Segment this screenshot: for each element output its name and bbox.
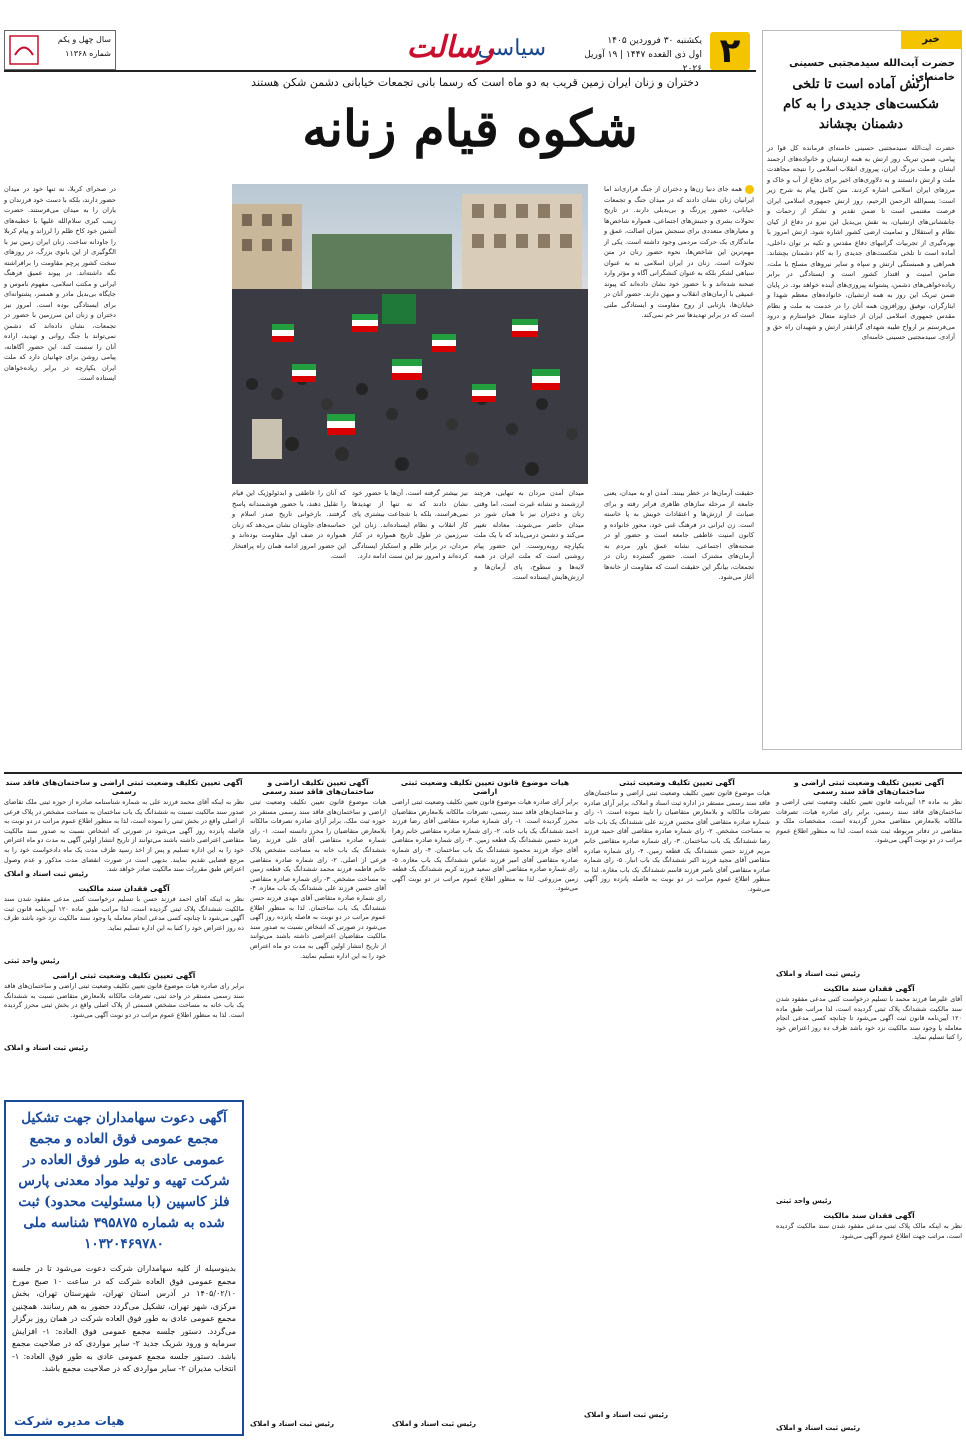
- ad-title: هیات موضوع قانون تعیین تکلیف وضعیت ثبتی اراضی: [400, 778, 570, 796]
- issue-year: سال چهل و یکم: [57, 35, 111, 44]
- promo-signature: هیات مدیره شرکت: [14, 1414, 125, 1428]
- article-column-right: [604, 184, 754, 484]
- news-title: ارتش آماده است تا تلخی شکست‌های جدیدی را به کام دشمنان بچشاند: [783, 77, 939, 132]
- ad-title: آگهی فقدان سند مالکیت: [823, 984, 915, 993]
- ad-item: [4, 971, 244, 1052]
- page-number: ۲: [710, 32, 750, 70]
- issue-number: شماره ۱۱۳۶۸: [65, 49, 111, 58]
- shareholder-meeting-ad: [4, 1100, 244, 1436]
- ad-item: [4, 884, 244, 965]
- bullet-icon: [745, 185, 754, 194]
- ad-signature: رئیس ثبت اسناد و املاک: [776, 1424, 860, 1432]
- ad-signature: رئیس ثبت اسناد و املاک: [392, 1420, 476, 1428]
- ads-column-5: [4, 778, 244, 1094]
- section-title: سیاسی: [477, 36, 546, 61]
- ad-title: آگهی فقدان سند مالکیت: [823, 1211, 915, 1220]
- ad-title: آگهی تعیین تکلیف اراضی و ساختمان‌های فاقد سند رسمی: [262, 778, 374, 796]
- ad-signature: رئیس ثبت اسناد و املاک: [4, 1044, 88, 1052]
- ads-column-1: [776, 778, 962, 1436]
- headline-kicker: دختران و زنان ایران زمین قریب به دو ماه است که رسما بانی تجمعات خیابانی دشمن شکن هستند: [251, 76, 699, 89]
- date-line-2: اول ذی القعده ۱۴۴۷ | ۱۹ آوریل ۲۰۲۶: [584, 50, 702, 74]
- ad-item: [392, 778, 578, 1428]
- promo-body: بدینوسیله از کلیه سهامداران شرکت دعوت می‌شود تا در جلسه مجمع عمومی فوق العاده شرکت که در ساعت ۱۰ صبح مورخ ۱۴۰۵/۰۲/۱۰ در آدرس استان تهران، شهرستان تهران، بخش مرکزی، شهر تهران، تشکیل می‌گردد حضور به هم رسانند. همچنین مجمع عمومی عادی به طور فوق العاده شرکت در همان روز برگزار می‌گردد. دستور جلسه مجمع عمومی فوق العاده: ۱- افزایش سرمایه و ورود شریک جدید ۲- سایر مواردی که در صلاحیت مجمع باشد. دستور جلسه مجمع عمومی عادی به طور فوق العاده: ۱- انتخاب مدیران ۲- سایر مواردی که در صلاحیت مجمع باشد.: [12, 1264, 237, 1373]
- promo-title: آگهی دعوت سهامداران جهت تشکیل مجمع عمومی فوق العاده و مجمع عمومی عادی به طور فوق العاده در شرکت تهیه و تولید مواد معدنی پارس فلز کاسپین (با مسئولیت محدود) ثبت شده به شماره ۳۹۵۸۷۵ شناسه ملی ۱۰۳۲۰۴۶۹۷۸۰: [18, 1110, 230, 1252]
- news-supertitle: حضرت آیت‌الله سیدمجتبی حسینی خامنه‌ای:: [789, 58, 955, 83]
- ad-body: هیات موضوع قانون تعیین تکلیف وضعیت ثبتی اراضی و ساختمان‌های فاقد سند رسمی مستقر در حوزه ثبت ملک، برابر آرای صادره تصرفات مالکانه بلامعارض متقاضیان را محرز دانسته است. ۱- رای شماره صادره متقاضی آقای علی فرزند رضا ششدانگ یک باب خانه به مساحت مشخص پلاک فرعی از اصلی. ۲- رای شماره صادره متقاضی خانم فاطمه فرزند محمد ششدانگ یک قطعه زمین به مساحت مشخص. ۳- رای شماره صادره متقاضی آقای حسین فرزند علی ششدانگ یک باب مغازه. ۴- رای شماره صادره متقاضی آقای مهدی فرزند حسن ششدانگ یک باب ساختمان. لذا به منظور اطلاع عموم مراتب در دو نوبت به فاصله پانزده روز آگهی می‌شود در صورتی که اشخاص نسبت به صدور سند مالکیت متقاضیان اعتراضی داشته باشند می‌توانند از تاریخ انتشار اولین آگهی به مدت دو ماه اعتراض خود را به این اداره تسلیم نمایند.: [250, 798, 386, 960]
- ad-title: آگهی فقدان سند مالکیت: [78, 884, 170, 893]
- rally-photo: [232, 184, 588, 484]
- ad-title: آگهی تعیین تکلیف وضعیت ثبتی اراضی: [52, 971, 196, 980]
- ad-item: [776, 1211, 962, 1432]
- ad-item: [4, 778, 244, 878]
- mini-logo-icon: [9, 35, 39, 65]
- article-column-row2-3: نیز بیشتر گرفته است. آن‌ها با حضور خود نشان دادند که نه تنها از تهدیدها نمی‌هراسند، بلکه با شجاعت بیشتری پای کار انقلاب و نظام ایستاده‌اند. زنان این سرزمین در طول تاریخ همواره در کنار مردان، در برابر ظلم و استکبار ایستادگی کرده‌اند و امروز نیز این سنت ادامه دارد.: [352, 489, 468, 560]
- news-body: حضرت آیت‌الله سیدمجتبی حسینی خامنه‌ای فرمانده کل قوا در پیامی، ضمن تبریک روز ارتش به همه ارتشیان و خانواده‌های ارجمند ایشان و ملت بزرگ ایران، پیروزی انقلاب اسلامی را نتیجه مجاهدت ملت و ارتش دانستند و به دلاوری‌های اخیر برای دفاع از آب و خاک و مرزهای ایران اسلامی اشاره کردند. متن کامل پیام به شرح زیر است: بسم‌الله الرحمن الرحیم، روز ارتش جمهوری اسلامی ایران فرصت مغتنمی است تا ضمن تقدیر و تشکر از زحمات و جانفشانی‌های ارتشیان، به نقش بی‌بدیل این نیرو در دفاع از کیان نظام و استقلال و تمامیت ارضی کشور اشاره شود. ارتش امروز با بهره‌گیری از تجربیات گرانبهای دفاع مقدس و تکیه بر توان داخلی، آماده است تا تلخی شکست‌های جدیدی را به کام دشمنان بچشاند. همراهی و همبستگی ارتش و سپاه و سایر نیروهای مسلح با ملت، ضامن امنیت و اقتدار کشور است و ایستادگی در برابر زیاده‌خواهی‌های دشمن، پشتوانه پیروزی‌های آینده خواهد بود. در پایان ضمن تبریک این روز به همه ارتشیان، خانواده‌های معظم شهدا و ایثارگران، توفیق روزافزون همه آنان را در خدمت به ملت و نظام مقدس جمهوری اسلامی ایران از خداوند متعال خواستارم و درود می‌فرستم بر ارواح طیبه شهدای گرانقدر ارتش و شهیدان راه حق و آزادی. سیدمجتبی حسینی خامنه‌ای: [767, 144, 955, 341]
- article-text-right: همه جای دنیا زن‌ها و دختران از جنگ فراری‌اند اما ایرانیان زنان نشان دادند که در میدان جنگ و تجمعات خیابانی، حضور پررنگ و بی‌بدیلی دارند. در تاریخ تحولات بشری و جنبش‌های اجتماعی، همواره شاخص‌ها و معیارهای متعددی برای سنجش میزان اصالت، عمق و ماندگاری یک حرکت مردمی وجود داشته است. یکی از مهم‌ترین این شاخص‌ها، نحوه حضور زنان در متن تحولات است. زنان در ایران اسلامی نه به عنوان سیاهی لشکر بلکه به عنوان کنشگرانی آگاه و مؤثر وارد صحنه شده‌اند و با حضور خود نشان داده‌اند که پیوند عمیقی با آرمان‌های انقلاب و میهن دارند. حضور آنان در خیابان‌ها، بازتابی از روح مقاومت و ایستادگی ملتی است که در برابر تهدیدها سر خم نمی‌کند.: [604, 185, 754, 319]
- ad-item: [776, 984, 962, 1205]
- crowd-image: [232, 184, 588, 484]
- ad-body: نظر به اینکه آقای احمد فرزند حسن با تسلیم درخواست کتبی مدعی مفقود شدن سند مالکیت ششدانگ پلاک ثبتی گردیده است، لذا مراتب طبق ماده ۱۲۰ آیین‌نامه قانون ثبت آگهی می‌شود تا چنانچه کسی مدعی انجام معامله یا وجود سند مالکیت نزد خود باشد ظرف ده روز اعتراض خود را کتبا به این اداره تسلیم نماید.: [4, 895, 244, 932]
- article-column-row2-2: میدان آمدن مردان به تنهایی، هرچند ارزشمند و نشانه غیرت است، اما وقتی زنان و دختران نیز با همان شور در میدان حاضر می‌شوند، معادله تغییر می‌کند و دشمن درمی‌یابد که با یک ملت یکپارچه روبه‌روست. این حضور پیام روشنی است که ملت ایران در همه لایه‌ها و سطوح، پای آرمان‌ها و ارزش‌هایش ایستاده است.: [474, 489, 584, 581]
- date-line: [582, 34, 702, 76]
- ad-body: برابر رای صادره هیات موضوع قانون تعیین تکلیف وضعیت ثبتی اراضی و ساختمان‌های فاقد سند رسمی مستقر در واحد ثبتی، تصرفات مالکانه بلامعارض متقاضی نسبت به ششدانگ یک باب خانه به مساحت مشخص قسمتی از پلاک اصلی واقع در بخش ثبتی محرز گردیده است. لذا به منظور اطلاع عموم مراتب در دو نوبت آگهی می‌شود.: [4, 982, 244, 1019]
- ads-column-3: [392, 778, 578, 1436]
- ad-title: آگهی تعیین تکلیف وضعیت ثبتی: [619, 778, 735, 787]
- section-divider: [4, 772, 962, 774]
- ads-column-2: [584, 778, 770, 1436]
- ad-item: [250, 778, 386, 1428]
- issue-box: [4, 30, 116, 70]
- newspaper-logo: رسالت: [406, 30, 494, 65]
- ad-signature: رئیس ثبت اسناد و املاک: [4, 870, 88, 878]
- news-box: [762, 30, 962, 750]
- ad-body: نظر به اینکه مالک پلاک ثبتی مدعی مفقود شدن سند مالکیت گردیده است، مراتب جهت اطلاع عموم آگهی می‌شود.: [776, 1222, 962, 1240]
- ad-body: آقای علیرضا فرزند محمد با تسلیم درخواست کتبی مدعی مفقود شدن سند مالکیت ششدانگ پلاک ثبتی گردیده است، لذا مراتب طبق ماده ۱۲۰ آیین‌نامه قانون ثبت آگهی می‌شود تا چنانچه کسی مدعی انجام معامله یا وجود سند مالکیت نزد خود باشد ظرف ده روز اعتراض خود را کتبا تسلیم نماید.: [776, 995, 962, 1042]
- news-tag: خبر: [901, 31, 961, 49]
- article-column-left: در صحرای کربلا، نه تنها خود در میدان حضور دارند، بلکه با دست خود فرزندان و یاران را به میدان می‌فرستند. حضرت زینب کبری سلام‌الله علیها با خطبه‌های آتشین خود کاخ ظلم را لرزاند و پیام کربلا را جاودانه ساخت. زنان ایران زمین نیز با الگوگیری از این بانوی بزرگ، در روزهای سخت کشور پرچم مقاومت را برافراشته نگه داشته‌اند. در پیوند عمیق فرهنگ ایرانی و مکتب اسلامی، مفهوم ناموس و جایگاه بی‌بدیل مادر و همسر، پشتوانه‌ای برای ایستادگی بوده است. امروز نیز دختران و زنان این سرزمین با حضور در تجمعات، نشان داده‌اند که دشمن نمی‌تواند با جنگ روانی و تهدید، اراده آنان را سست کند. این حضور آگاهانه، پیامی روشن برای جهانیان دارد که ملت ایران یکپارچه در برابر زیاده‌خواهان ایستاده است.: [4, 185, 116, 382]
- ads-column-4: [250, 778, 386, 1436]
- ad-signature: رئیس ثبت اسناد و املاک: [250, 1420, 334, 1428]
- ad-signature: رئیس واحد ثبتی: [4, 957, 60, 965]
- article-column-row2-4: که آنان را عاطفی و ابدئولوژیک این قیام را تقلیل دهند، با حضور هوشمندانه پاسخ گرفتند. بازخوانی تاریخ صدر اسلام و حماسه‌های جاویدان نشان می‌دهد که زنان همواره در صف اول مقاومت بوده‌اند و این حضور امروز ادامه همان راه پرافتخار است.: [232, 489, 346, 560]
- date-line-1: یکشنبه ۳۰ فروردین ۱۴۰۵: [607, 36, 702, 46]
- ad-item: [776, 778, 962, 978]
- ad-signature: رئیس ثبت اسناد و املاک: [584, 1411, 668, 1419]
- masthead: [4, 30, 756, 72]
- ad-body: نظر به ماده ۱۳ آیین‌نامه قانون تعیین تکلیف وضعیت ثبتی اراضی و ساختمان‌های فاقد سند رسمی، برابر رای صادره هیات، تصرفات مالکانه بلامعارض متقاضی محرز گردیده است. مشخصات ملک و متقاضی در دفاتر مربوطه ثبت شده است. لذا به منظور اطلاع عموم مراتب در دو نوبت آگهی می‌شود.: [776, 798, 962, 845]
- ad-body: هیات موضوع قانون تعیین تکلیف وضعیت ثبتی اراضی و ساختمان‌های فاقد سند رسمی مستقر در اداره ثبت اسناد و املاک، برابر آرای صادره تصرفات مالکانه و بلامعارض متقاضیان را تایید نموده است. ۱- رای شماره صادره متقاضی آقای محسن فرزند علی ششدانگ یک باب خانه به مساحت مشخص. ۲- رای شماره صادره متقاضی آقای حمید فرزند رضا ششدانگ یک باب ساختمان. ۳- رای شماره صادره متقاضی خانم مریم فرزند حسن ششدانگ یک قطعه زمین. ۴- رای شماره صادره متقاضی آقای مجید فرزند اکبر ششدانگ یک باب انبار. ۵- رای شماره صادره متقاضی آقای ناصر فرزند قاسم ششدانگ یک باب مغازه. لذا به منظور اطلاع عموم مراتب در دو نوبت به فاصله پانزده روز آگهی می‌شود.: [584, 789, 771, 893]
- main-headline: شکوه قیام زنانه: [302, 99, 638, 158]
- ad-body: نظر به اینکه آقای محمد فرزند علی به شماره شناسنامه صادره از حوزه ثبتی ملک تقاضای صدور سند مالکیت نسبت به ششدانگ یک باب ساختمان به مساحت مشخص در پلاک فرعی از اصلی واقع در بخش ثبتی را نموده است، لذا به منظور اطلاع عموم مراتب در دو نوبت به فاصله پانزده روز آگهی می‌شود در صورتی که اشخاص نسبت به صدور سند مالکیت متقاضی اعتراضی داشته باشند می‌توانند از تاریخ انتشار اولین آگهی به مدت دو ماه اعتراض خود را به این اداره تسلیم و پس از اخذ رسید ظرف مدت یک ماه دادخواست خود را به مرجع قضایی تقدیم نمایند. بدیهی است در صورت انقضای مدت مذکور و عدم وصول اعتراض طبق مقررات سند مالکیت صادر خواهد شد.: [4, 798, 244, 874]
- article-column-row2-1: حقیقت آرمان‌ها در خطر بینند. آمدن او به میدان، یعنی جامعه از مرحله سازهای ظاهری فراتر رفته و برای صیانت از ارزش‌ها و اعتقادات خویش به پا خاسته است. زن ایرانی در فرهنگ غنی خود، محور خانواده و کانون امنیت عاطفی جامعه است و حضور او در صحنه‌های اجتماعی، نشانه عمق باور مردم به آرمان‌های مشترک است. حضور گسترده زنان در تجمعات، بیانگر این حقیقت است که مقاومت از خانه‌ها آغاز می‌شود.: [604, 489, 754, 581]
- ad-signature: رئیس ثبت اسناد و املاک: [776, 970, 860, 978]
- ad-item: [584, 778, 770, 1419]
- ad-signature: رئیس واحد ثبتی: [776, 1197, 832, 1205]
- ad-title: آگهی تعیین تکلیف وضعیت ثبتی اراضی و ساختمان‌های فاقد سند رسمی: [794, 778, 944, 796]
- ad-body: برابر آرای صادره هیات موضوع قانون تعیین تکلیف وضعیت ثبتی اراضی و ساختمان‌های فاقد سند رسمی، تصرفات مالکانه بلامعارض متقاضیان محرز گردیده است. ۱- رای شماره صادره متقاضی آقای رضا فرزند احمد ششدانگ یک باب خانه. ۲- رای شماره صادره متقاضی خانم زهرا فرزند حسین ششدانگ یک قطعه زمین. ۳- رای شماره صادره متقاضی آقای جواد فرزند محمود ششدانگ یک باب ساختمان. ۴- رای شماره صادره متقاضی آقای امیر فرزند عباس ششدانگ یک باب مغازه. ۵- رای شماره صادره متقاضی آقای سعید فرزند کریم ششدانگ یک قطعه زمین مزروعی. لذا به منظور اطلاع عموم مراتب در دو نوبت آگهی می‌شود.: [392, 798, 578, 893]
- ad-title: آگهی تعیین تکلیف وضعیت ثبتی اراضی و ساختمان‌های فاقد سند رسمی: [5, 778, 243, 796]
